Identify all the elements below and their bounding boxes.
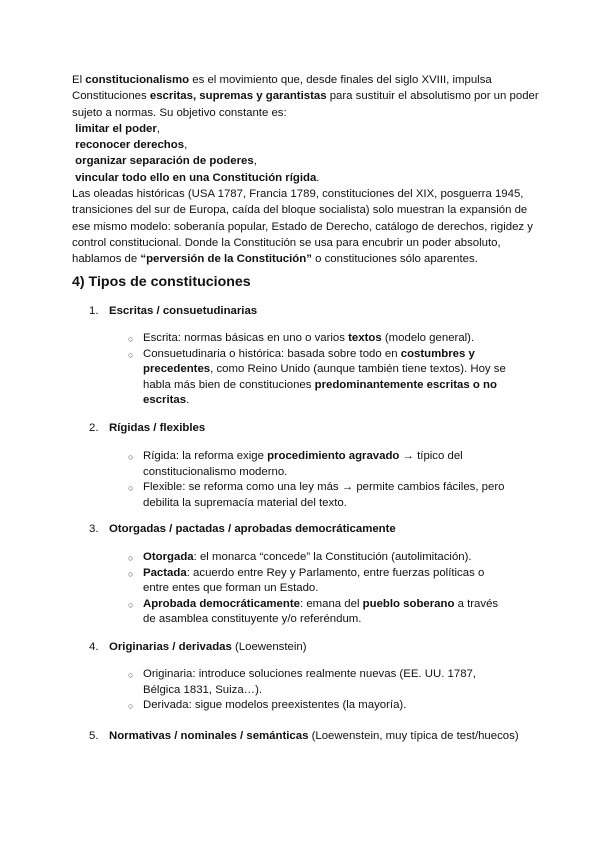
goal-item: organizar separación de poderes: [75, 155, 254, 168]
item-bold: pueblo soberano: [362, 597, 455, 610]
item-text: : acuerdo entre Rey y Parlamento, entre fuerzas políticas o entre entes que forman un Estado.: [143, 566, 485, 595]
section-title: [72, 420, 552, 436]
intro-text-3: para sustituir el absolutismo por un poder sujeto a normas. Su objetivo constante es:: [72, 90, 539, 119]
bullet-icon: ○: [128, 349, 134, 360]
item-text: .: [186, 394, 190, 407]
history-text-2: o constituciones sólo aparentes.: [311, 253, 478, 266]
section-number: 1.: [89, 305, 99, 317]
item-bold: costumbres y precedentes: [143, 347, 475, 376]
section-heading: 4) Tipos de constituciones: [72, 274, 251, 290]
list-item: [128, 449, 513, 480]
bullet-icon: ○: [128, 568, 134, 579]
goal-item: vincular todo ello en una Constitución rígida: [75, 171, 317, 184]
goal-item: reconocer derechos: [75, 139, 185, 152]
goal-sep: .: [316, 171, 320, 184]
section-title-suffix: (Loewenstein, muy típica de test/huecos): [308, 730, 519, 742]
goal-line: [72, 170, 542, 186]
goal-line: [72, 137, 542, 153]
section-title: [72, 303, 552, 319]
goal-item: limitar el poder: [75, 122, 157, 135]
bullet-icon: ○: [128, 334, 134, 344]
section-title: [72, 728, 552, 744]
list-item: [128, 331, 513, 347]
item-text: → típico del constitucionalismo moderno.: [143, 450, 463, 478]
item-bold: procedimiento agravado: [267, 450, 400, 462]
goal-line: [72, 121, 542, 137]
item-text: Derivada: sigue modelos preexistentes (la mayoría).: [143, 699, 407, 712]
section-items: [128, 550, 513, 628]
goal-sep: ,: [184, 139, 188, 152]
bullet-icon: ○: [128, 452, 134, 462]
intro-bold-2: escritas, supremas y garantistas: [149, 90, 327, 103]
type-section-2: [72, 420, 552, 509]
list-item: [128, 550, 513, 566]
item-text: Flexible: se reforma como una ley más → permite cambios fáciles, pero debilita la supremacía material del texto.: [143, 481, 505, 509]
item-text: Consuetudinaria o histórica: basada sobre todo en: [143, 347, 401, 360]
history-text: [72, 186, 542, 267]
intro-text-1: El: [72, 74, 86, 86]
intro-bold-1: constitucionalismo: [85, 74, 190, 86]
section-title-suffix: (Loewenstein): [231, 641, 307, 653]
section-number: 3.: [89, 523, 99, 535]
section-items: [128, 667, 513, 714]
history-bold: “perversión de la Constitución”: [140, 253, 312, 266]
type-section-5: [72, 728, 552, 744]
section-title-text: Rígidas / flexibles: [109, 422, 206, 434]
section-title: [72, 639, 552, 655]
bullet-icon: ○: [128, 599, 134, 610]
bullet-icon: ○: [128, 553, 134, 563]
goal-sep: ,: [156, 122, 160, 135]
item-bold: Otorgada: [143, 551, 194, 563]
history-text-1: Las oleadas históricas (USA 1787, Francia 1789, constituciones del XIX, posguerra 1945, transiciones del sur de Europa, caída del bloque socialista) solo muestran la expansión de ese mismo modelo: soberanía popular, Estado de Derecho, catálogo de derechos, rigidez y control constitucional. Donde la Constitución se usa para encubrir un poder absoluto, hablamos de: [72, 188, 533, 266]
section-title-text: Originarias / derivadas: [109, 641, 232, 653]
history-paragraph: [72, 186, 542, 267]
list-item: [128, 597, 513, 628]
section-title-text: Escritas / consuetudinarias: [109, 305, 258, 317]
item-text: a través de asamblea constituyente y/o referéndum.: [143, 597, 499, 626]
intro-text: [72, 72, 542, 121]
list-item: [128, 347, 513, 409]
section-items: [128, 449, 513, 511]
item-bold: textos: [348, 332, 382, 344]
goal-sep: ,: [253, 155, 257, 168]
item-text: : el monarca “concede” la Constitución (autolimitación).: [193, 551, 472, 563]
section-number: 4.: [89, 641, 99, 653]
goal-line: [72, 153, 542, 169]
list-item: [128, 667, 513, 698]
section-number: 5.: [89, 730, 99, 742]
section-items: [128, 331, 513, 409]
item-text: (modelo general).: [381, 332, 475, 344]
intro-paragraph: [72, 72, 542, 186]
bullet-icon: ○: [128, 670, 134, 680]
section-title-text: Otorgadas / pactadas / aprobadas democráticamente: [109, 523, 396, 535]
section-title-text: Normativas / nominales / semánticas: [109, 730, 309, 742]
section-title: [72, 521, 552, 537]
item-text: Escrita: normas básicas en uno o varios: [143, 332, 349, 344]
list-item: [128, 566, 513, 597]
item-text: , como Reino Unido (aunque también tiene textos). Hoy se habla más bien de constituciones: [143, 363, 506, 391]
item-bold: Pactada: [143, 566, 187, 579]
section-number: 2.: [89, 422, 99, 434]
type-section-3: [72, 521, 552, 626]
item-bold: Aprobada democráticamente: [143, 597, 300, 610]
type-section-1: [72, 303, 552, 407]
type-section-4: [72, 639, 552, 712]
item-text: Originaria: introduce soluciones realmente nuevas (EE. UU. 1787, Bélgica 1831, Suiza…).: [143, 668, 477, 696]
item-text: : emana del: [299, 597, 363, 610]
bullet-icon: ○: [128, 701, 134, 712]
list-item: [128, 480, 513, 511]
intro-text-2: es el movimiento que, desde finales del siglo XVIII, impulsa Constituciones: [72, 74, 492, 103]
item-text: Rígida: la reforma exige: [143, 450, 268, 462]
list-item: [128, 698, 513, 714]
bullet-icon: ○: [128, 483, 134, 494]
item-bold: predominantemente escritas o no escritas: [143, 378, 497, 407]
